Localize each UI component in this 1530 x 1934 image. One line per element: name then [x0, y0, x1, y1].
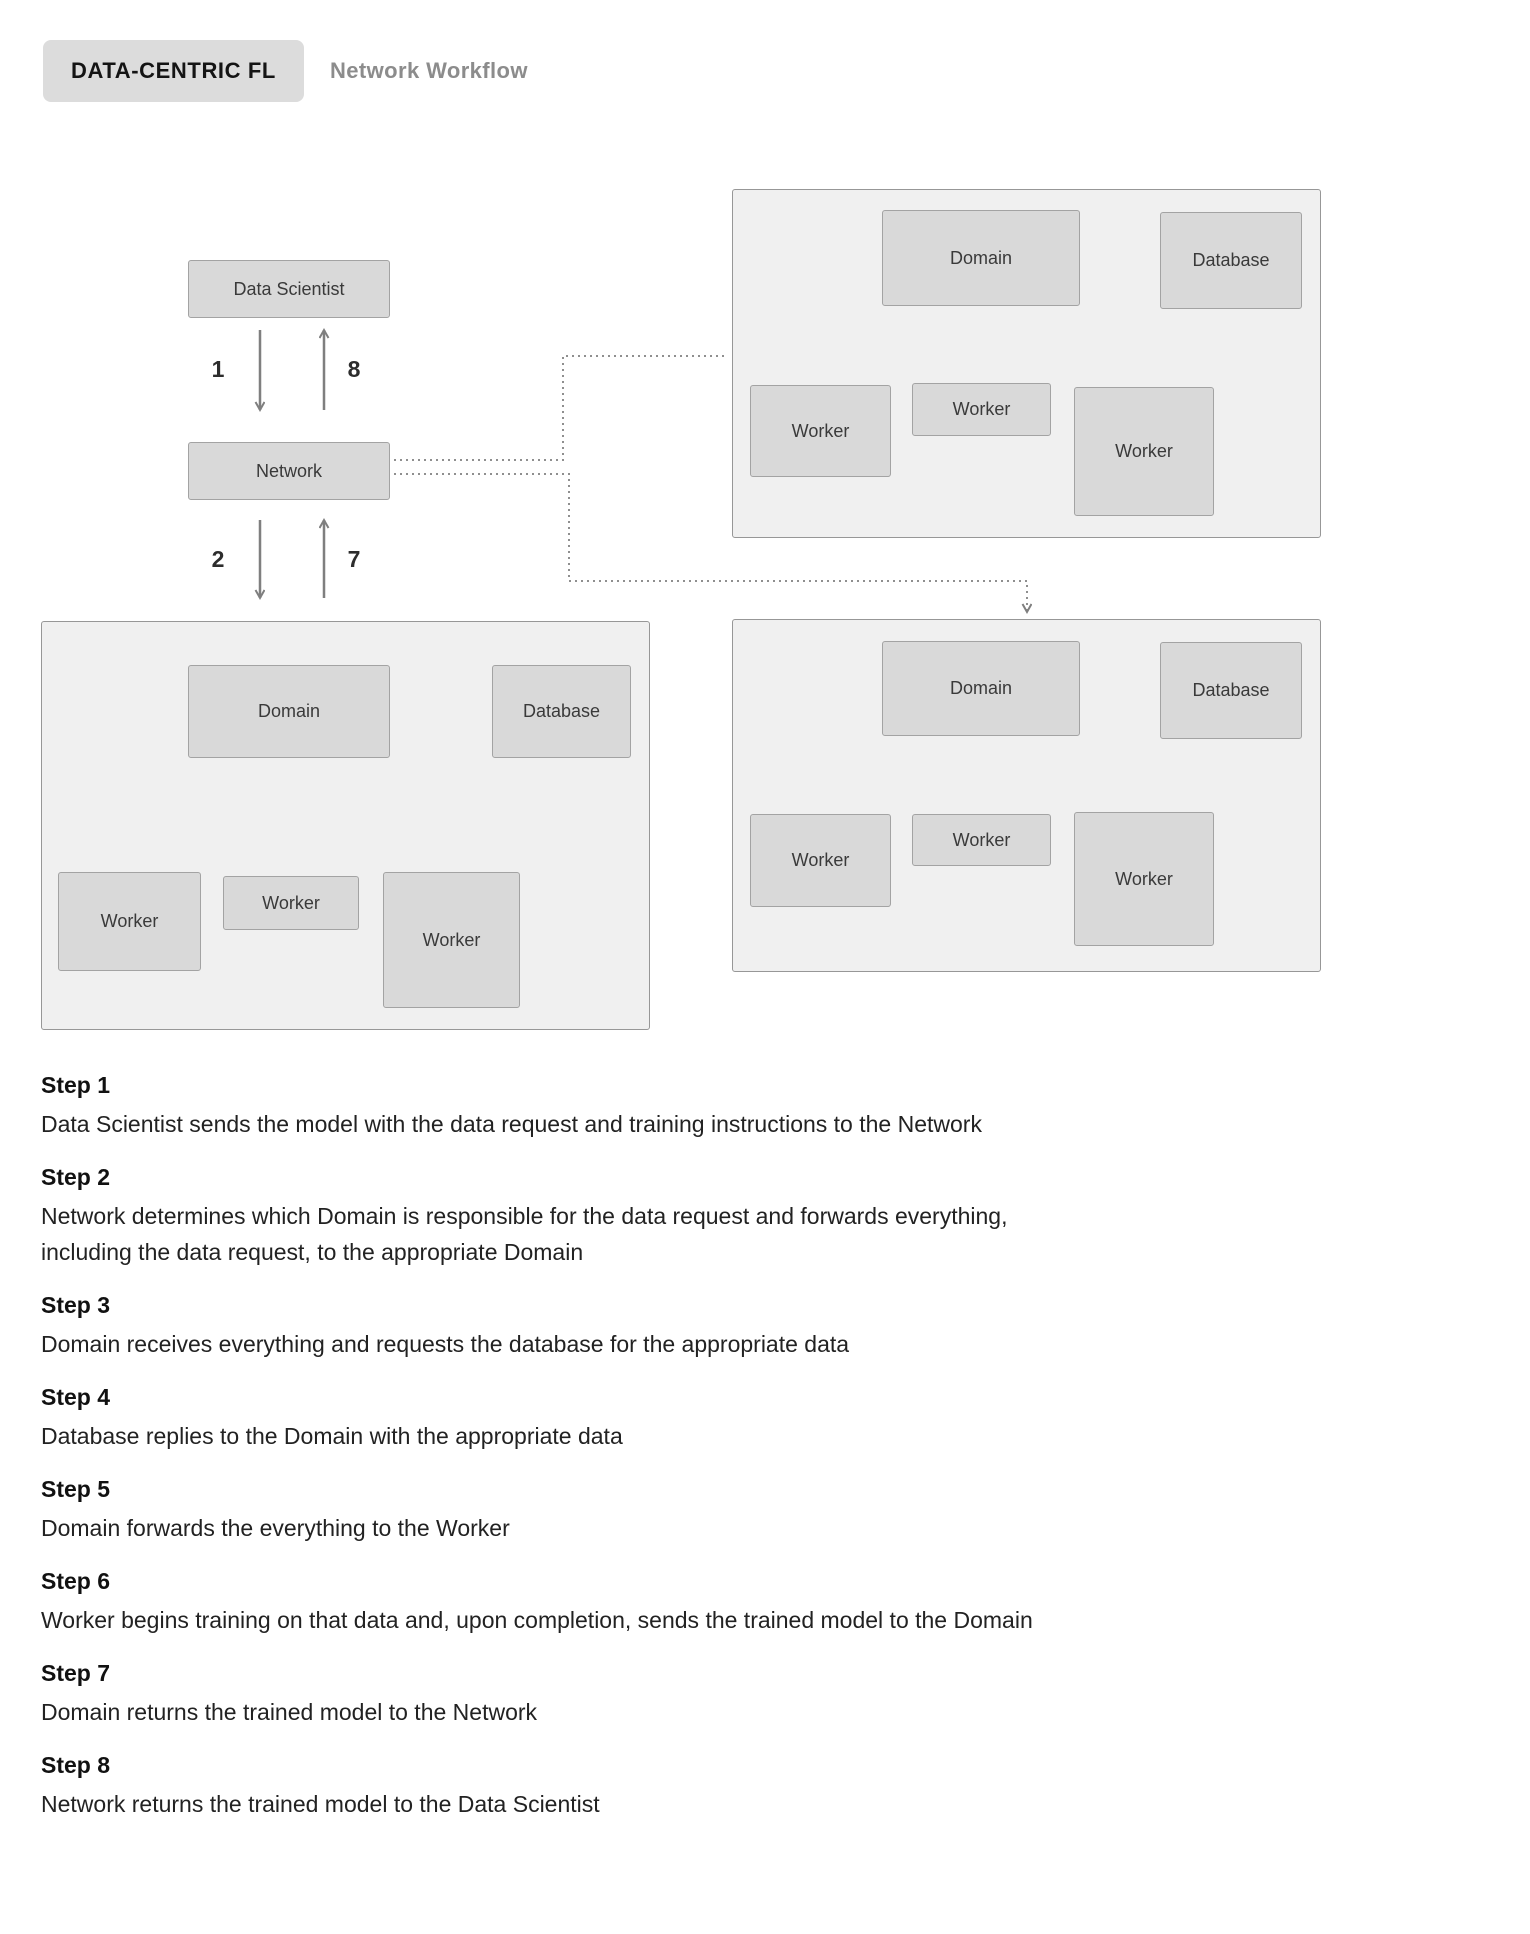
step-text: Domain forwards the everything to the Worker — [41, 1515, 510, 1541]
top-right-worker-node-2: Worker — [912, 383, 1051, 436]
steps-section — [41, 1070, 1056, 1842]
step-title: Step 4 — [41, 1384, 111, 1410]
top-right-domain-node: Domain — [882, 210, 1080, 306]
step-title: Step 7 — [41, 1660, 111, 1686]
step-title: Step 8 — [41, 1752, 111, 1778]
step-text: Network determines which Domain is responsible for the data request and forwards everything, including the data request, to the appropriate Domain — [41, 1203, 1008, 1265]
main-worker-node-2: Worker — [223, 876, 359, 930]
step-block-2 — [41, 1162, 1056, 1270]
main-worker-node-1: Worker — [58, 872, 201, 971]
step-text: Network returns the trained model to the Data Scientist — [41, 1791, 600, 1817]
step-title: Step 6 — [41, 1568, 111, 1594]
top-right-database-node: Database — [1160, 212, 1302, 309]
bottom-right-worker-node-2: Worker — [912, 814, 1051, 866]
step-title: Step 1 — [41, 1072, 111, 1098]
step-text: Domain returns the trained model to the Network — [41, 1699, 538, 1725]
step-text: Domain receives everything and requests the database for the appropriate data — [41, 1331, 850, 1357]
arrow-label-8: 8 — [347, 356, 361, 382]
arrow-label-2: 2 — [211, 546, 225, 572]
top-right-worker-node-3: Worker — [1074, 387, 1214, 516]
step-block-3 — [41, 1290, 1056, 1362]
bottom-right-worker-node-1: Worker — [750, 814, 891, 907]
main-worker-node-3: Worker — [383, 872, 520, 1008]
step-title: Step 3 — [41, 1292, 111, 1318]
network-node: Network — [188, 442, 390, 500]
step-text: Data Scientist sends the model with the data request and training instructions to the Network — [41, 1111, 982, 1137]
network-to-top-right-cluster-line — [394, 356, 728, 460]
step-block-6 — [41, 1566, 1056, 1638]
app-badge: DATA-CENTRIC FL — [43, 40, 304, 102]
step-title: Step 5 — [41, 1476, 111, 1502]
step-text: Worker begins training on that data and, upon completion, sends the trained model to the Domain — [41, 1607, 1033, 1633]
step-block-4 — [41, 1382, 1056, 1454]
page-title: Network Workflow — [330, 58, 528, 83]
step-block-7 — [41, 1658, 1056, 1730]
step-text: Database replies to the Domain with the appropriate data — [41, 1423, 623, 1449]
arrow-label-7: 7 — [347, 546, 361, 572]
main-database-node: Database — [492, 665, 631, 758]
main-domain-node: Domain — [188, 665, 390, 758]
bottom-right-database-node: Database — [1160, 642, 1302, 739]
data-scientist-node: Data Scientist — [188, 260, 390, 318]
step-title: Step 2 — [41, 1164, 111, 1190]
bottom-right-domain-node: Domain — [882, 641, 1080, 736]
step-block-5 — [41, 1474, 1056, 1546]
bottom-right-worker-node-3: Worker — [1074, 812, 1214, 946]
step-block-8 — [41, 1750, 1056, 1822]
step-block-1 — [41, 1070, 1056, 1142]
top-right-worker-node-1: Worker — [750, 385, 891, 477]
arrow-label-1: 1 — [211, 356, 225, 382]
